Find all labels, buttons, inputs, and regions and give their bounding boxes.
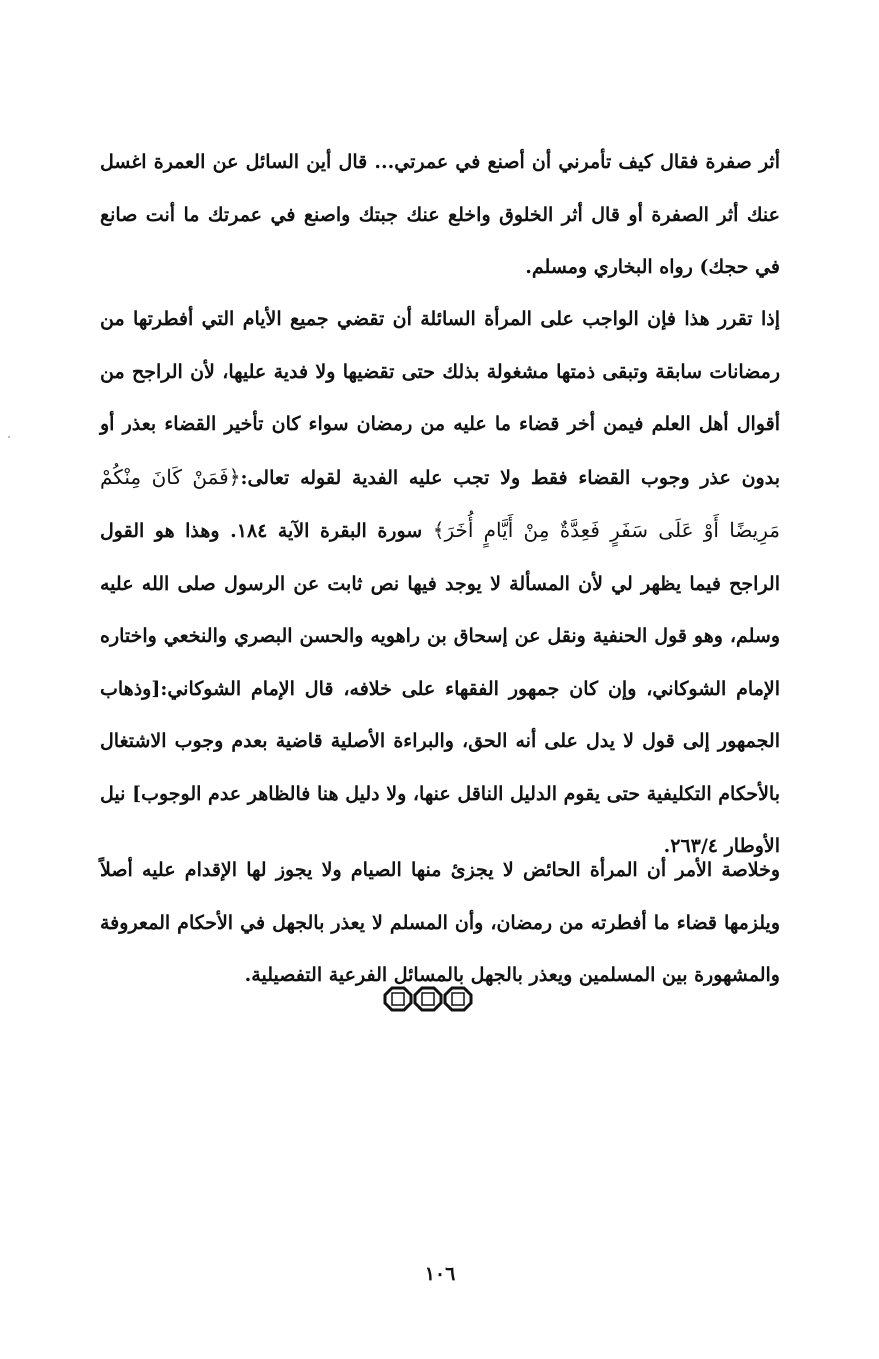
paragraph-2-text (100, 293, 780, 873)
paragraph-1 (100, 136, 780, 294)
paragraph-3 (100, 844, 780, 1002)
paragraph-1-text: أثر صفرة فقال كيف تأمرني أن أصنع في عمرتي... قال أين السائل عن العمرة اغسل عنك أثر الصفرة أو قال أثر الخلوق واخلع عنك جبتك واصنع في عمرتك ما أنت صانع في حجك) رواه البخاري ومسلم. (100, 151, 780, 278)
paragraph-3-text: وخلاصة الأمر أن المرأة الحائض لا يجزئ منها الصيام ولا يجوز لها الإقدام عليه أصلاً ويلزمها قضاء ما أفطرته من رمضان، وأن المسلم لا يعذر بالجهل في الأحكام المعروفة والمشهورة بين المسلمين ويعذر بالجهل بالمسائل الفرعية التفصيلية. (100, 859, 780, 986)
paragraph-2-body: سورة البقرة الآية ١٨٤. وهذا هو القول الراجح فيما يظهر لي لأن المسألة لا يوجد فيها نص ثابت عن الرسول صلى الله عليه وسلم، وهو قول الحنفية ونقل عن إسحاق بن راهويه والحسن البصري والنخعي واختاره الإمام الشوكاني، وإن كان جمهور الفقهاء على خلافه، قال الإمام الشوكاني:[وذهاب الجمهور إلى قول لا يدل على أنه الحق، والبراءة الأصلية قاضية بعدم وجوب الاشتغال بالأحكام التكليفية حتى يقوم الدليل الناقل عنها، ولا دليل هنا فالظاهر عدم الوجوب] نيل الأوطار ٢٦٣/٤. (100, 520, 780, 857)
paragraph-2-intro: إذا تقرر هذا فإن الواجب على المرأة السائلة أن تقضي جميع الأيام التي أفطرتها من رمضانات سابقة وتبقى ذمتها مشغولة بذلك حتى تقضيها ولا فدية عليها، لأن الراجح من أقوال أهل العلم فيمن أخر قضاء ما عليه من رمضان سواء كان تأخير القضاء بعذر أو بدون عذر وجوب القضاء فقط ولا تجب عليه الفدية لقوله تعالى: (100, 308, 780, 489)
margin-dot (8, 436, 10, 438)
triple-octagon-ornament-icon (383, 986, 475, 1012)
quran-verse: ﴿فَمَنْ كَانَ مِنْكُمْ مَرِيضًا أَوْ عَلَى سَفَرٍ فَعِدَّةٌ مِنْ أَيَّامٍ أُخَرَ﴾ (100, 464, 780, 542)
paragraph-2 (100, 293, 780, 873)
page-number: ١٠٦ (424, 1263, 456, 1285)
